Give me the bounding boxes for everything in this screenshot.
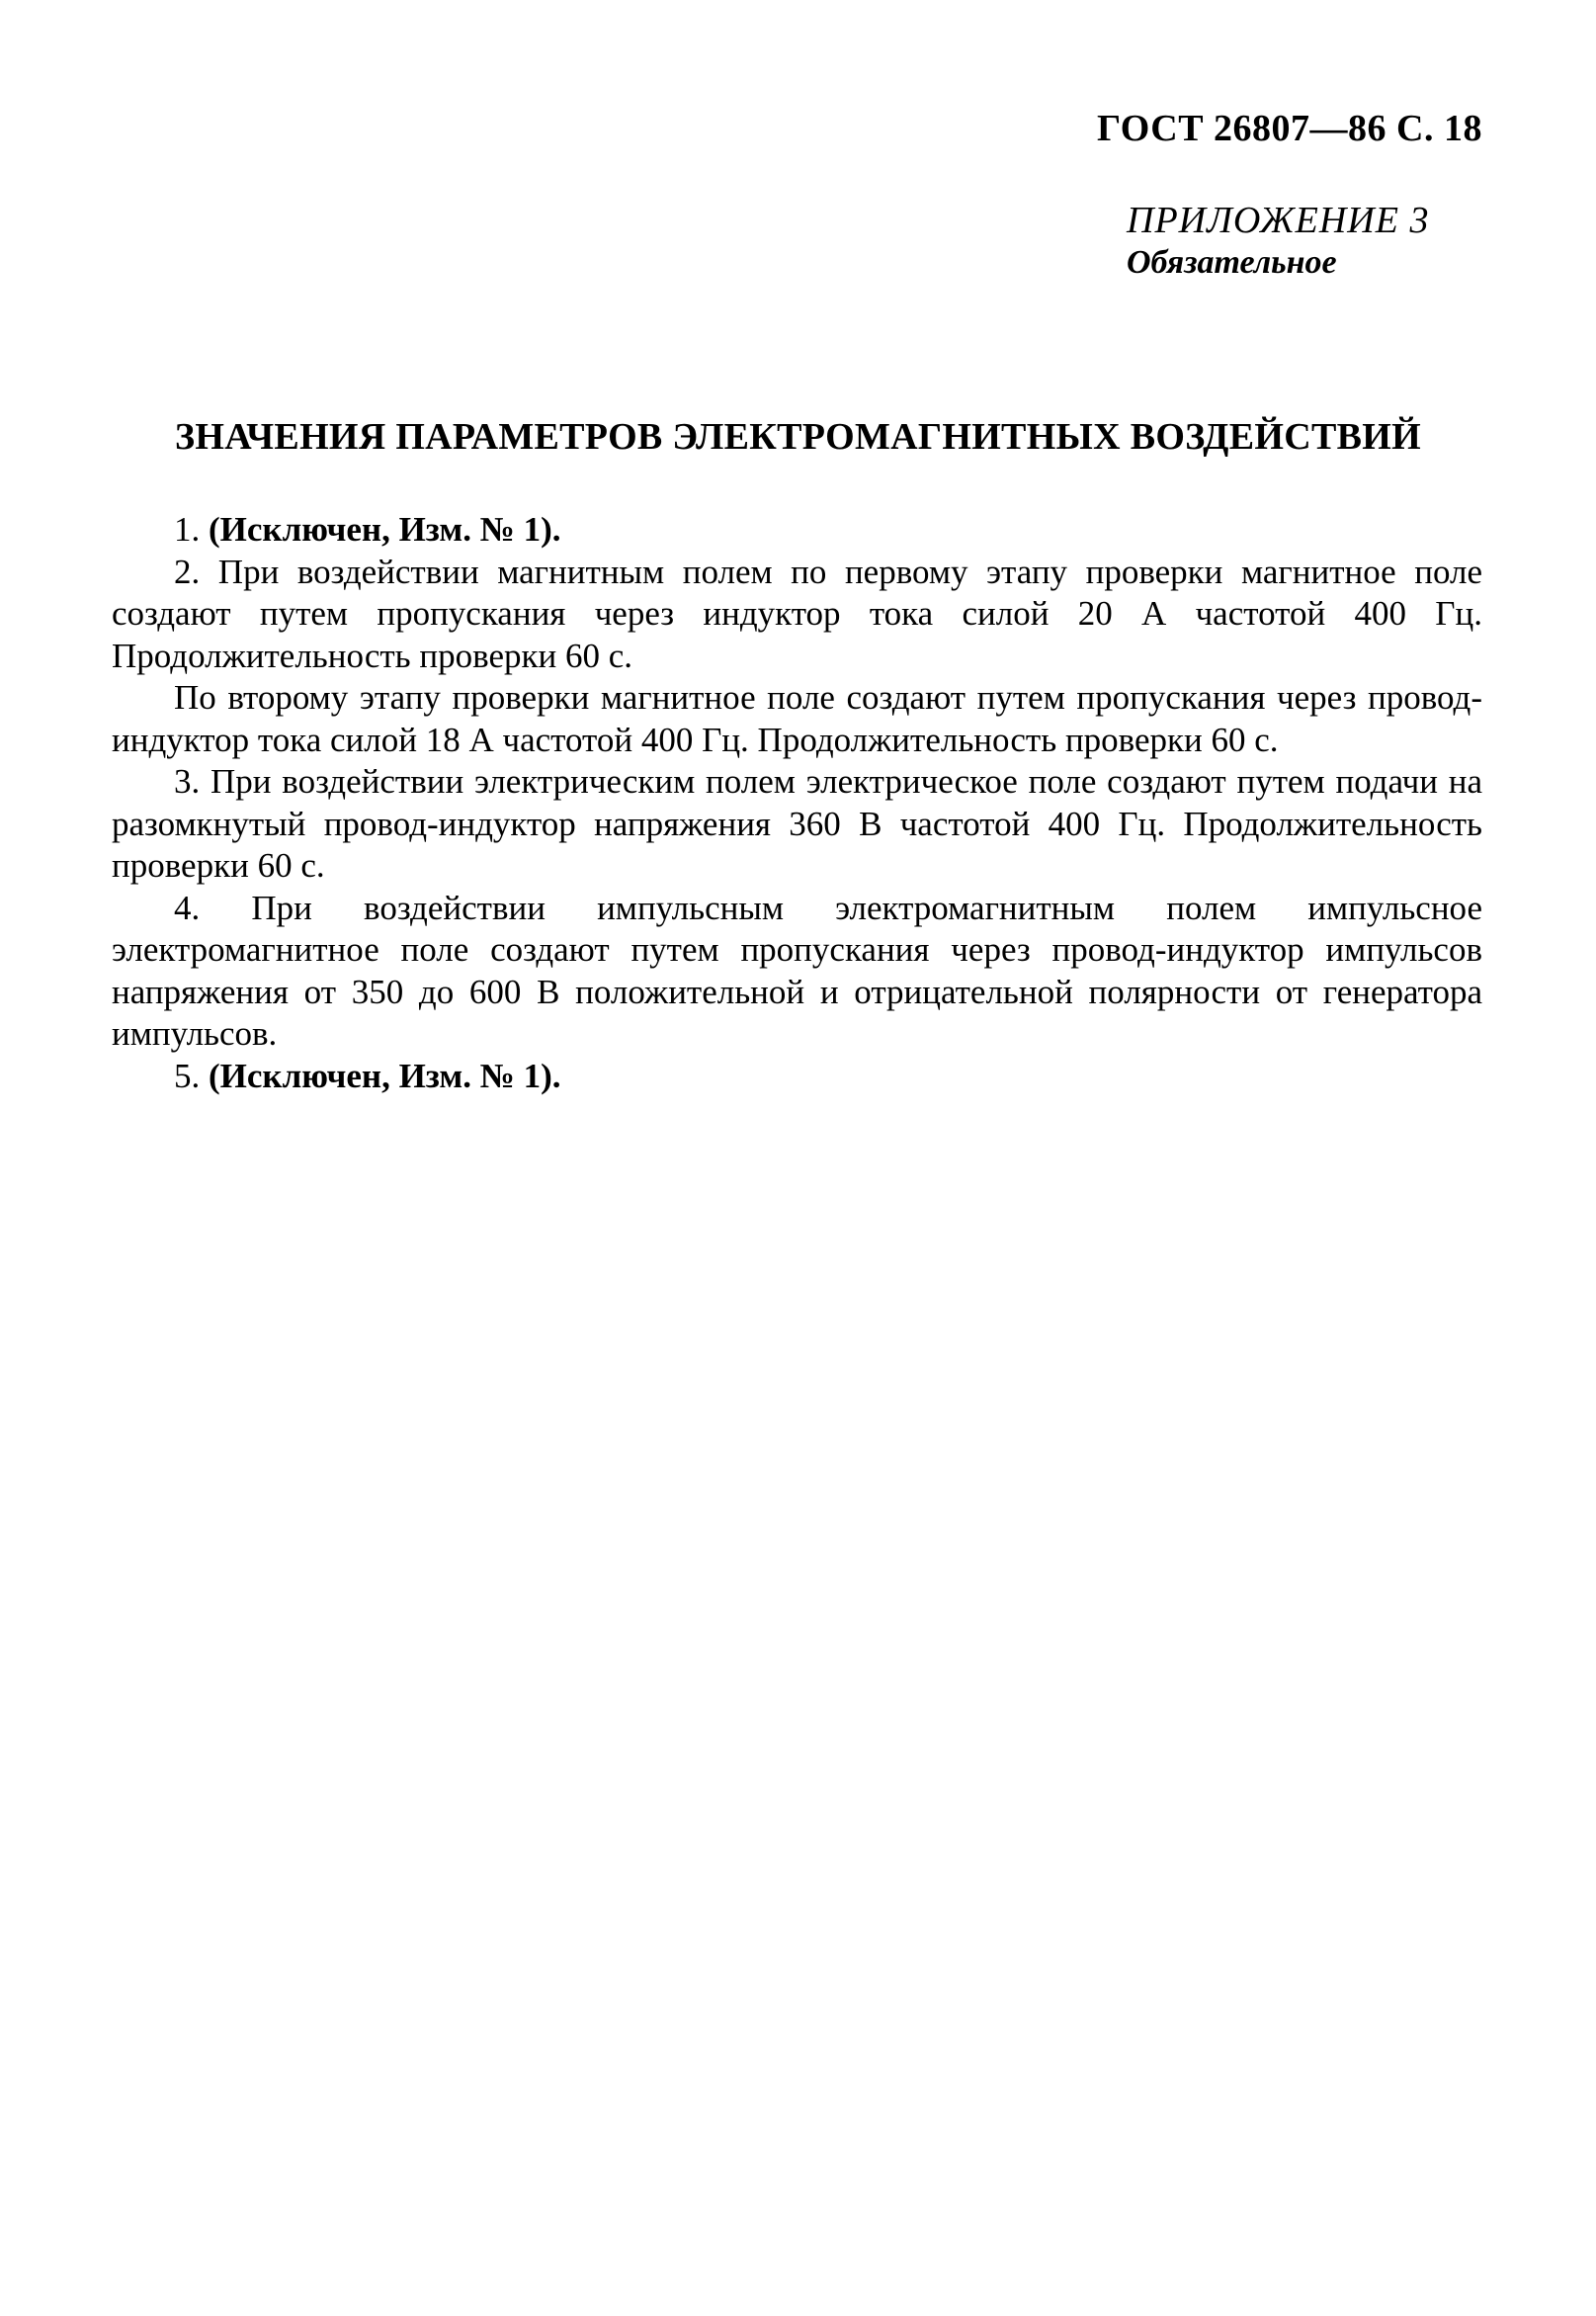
paragraph-text: По второму этапу проверки магнитное поле создают путем пропускания через провод-индуктор тока силой 18 А частотой 400 Гц. Продолжительность проверки 60 с. — [112, 678, 1482, 759]
paragraph-4 — [112, 888, 1482, 1056]
paragraph-text: (Исключен, Изм. № 1). — [209, 1056, 561, 1095]
document-title: ЗНАЧЕНИЯ ПАРАМЕТРОВ ЭЛЕКТРОМАГНИТНЫХ ВОЗДЕЙСТВИЙ — [175, 416, 1421, 458]
paragraph-1 — [112, 509, 1482, 552]
paragraph-text: При воздействии электрическим полем электрическое поле создают путем подачи на разомкнутый провод-индуктор напряжения 360 В частотой 400 Гц. Продолжительность проверки 60 с. — [112, 762, 1482, 885]
paragraph-3 — [112, 761, 1482, 888]
paragraph-2-continued — [112, 677, 1482, 761]
paragraph-number: 3. — [174, 762, 201, 801]
appendix-status: Обязательное — [1127, 244, 1337, 281]
paragraph-2 — [112, 552, 1482, 678]
paragraph-text: При воздействии импульсным электромагнитным полем импульсное электромагнитное поле создают путем пропускания через провод-индуктор импульсов напряжения от 350 до 600 В положительной и отрицательной полярности от генератора импульсов. — [112, 888, 1483, 1053]
paragraph-number: 5. — [174, 1056, 201, 1095]
appendix-block — [1127, 198, 1482, 283]
appendix-title: ПРИЛОЖЕНИЕ 3 — [1127, 200, 1430, 241]
paragraph-5 — [112, 1056, 1482, 1098]
paragraph-text: (Исключен, Изм. № 1). — [209, 510, 561, 549]
paragraph-number: 2. — [174, 552, 201, 591]
paragraph-number: 4. — [174, 888, 201, 927]
paragraph-text: При воздействии магнитным полем по первому этапу проверки магнитное поле создают путем пропускания через индуктор тока силой 20 А частотой 400 Гц. Продолжительность проверки 60 с. — [112, 552, 1483, 675]
document-body — [112, 509, 1482, 1097]
paragraph-number: 1. — [174, 510, 201, 549]
page-header-reference: ГОСТ 26807—86 С. 18 — [1097, 108, 1482, 149]
